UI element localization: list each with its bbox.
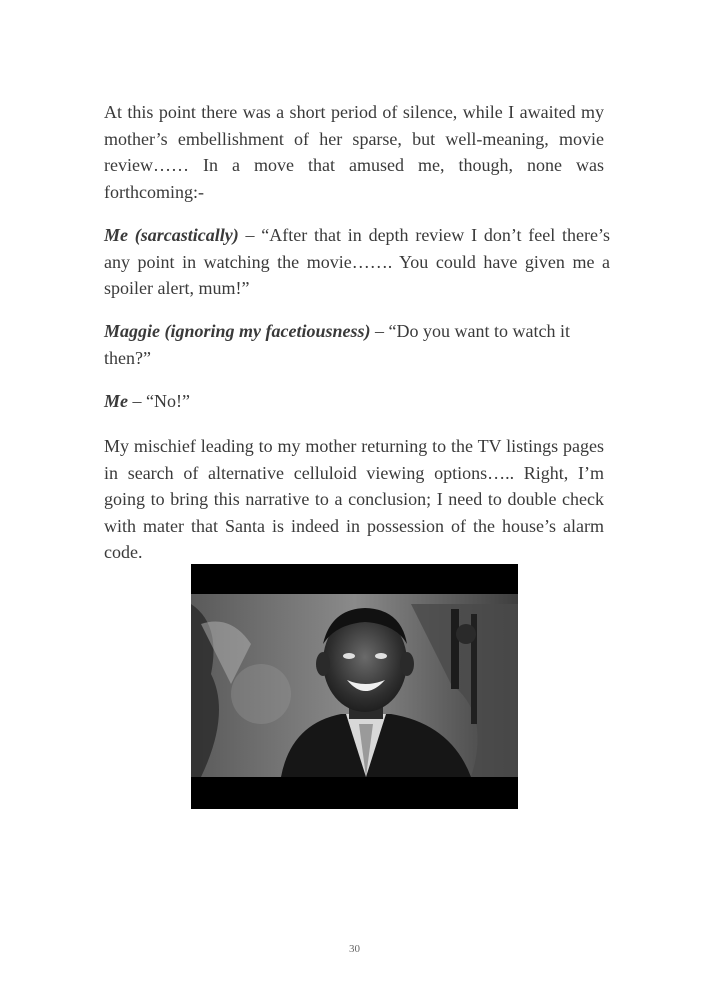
speaker-maggie: Maggie (ignoring my facetiousness) <box>104 321 371 341</box>
dialogue-text: – “Do you want to watch it then?” <box>104 321 570 368</box>
speaker-me: Me <box>104 391 128 411</box>
dialogue-text: – “After that in depth review I don’t feel there’s any point in watching the movie……. You could have given me a spoiler alert, mum!” <box>104 225 611 298</box>
paragraph-me-no <box>104 388 604 415</box>
paragraph-conclusion: My mischief leading to my mother returning to the TV listings pages in search of alternative celluloid viewing options….. Right, I’m going to bring this narrative to a conclusion; I need to double check with mater that Santa is indeed in possession of the house’s alarm code. <box>104 436 604 562</box>
page-number: 30 <box>349 943 360 955</box>
paragraph-maggie <box>104 318 606 371</box>
photo-illustration <box>191 564 518 809</box>
video-still-photo <box>191 564 518 809</box>
dialogue-text: – “No!” <box>128 391 190 411</box>
paragraph-intro: At this point there was a short period of silence, while I awaited my mother’s embellishment of her sparse, but well-meaning, movie review…… In a move that amused me, though, none was forthcoming:- <box>104 102 604 202</box>
speaker-me: Me (sarcastically) <box>104 225 239 245</box>
paragraph-me-sarcastic <box>104 222 610 302</box>
